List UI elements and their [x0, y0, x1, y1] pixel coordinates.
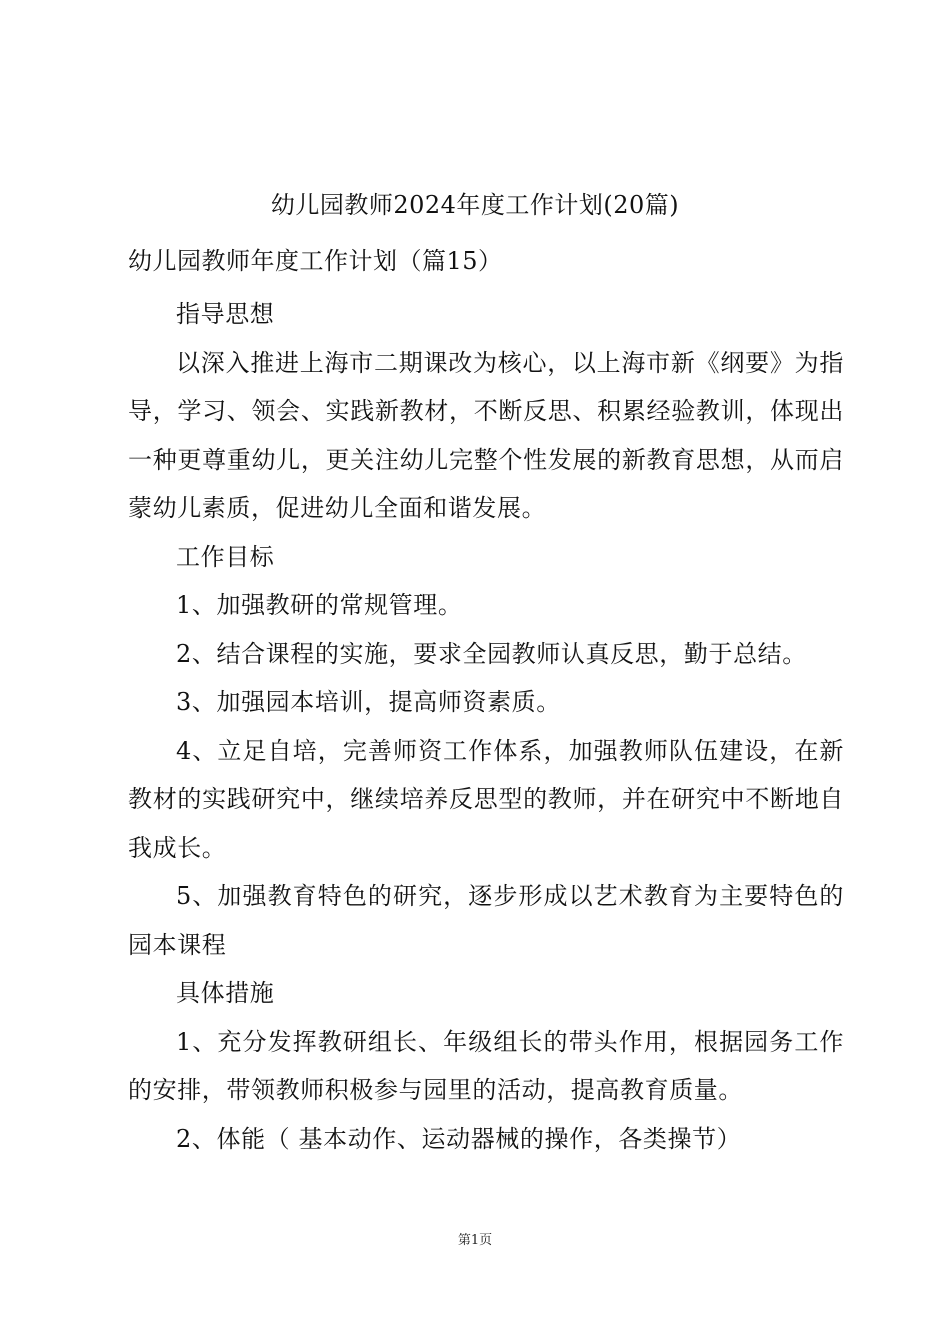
measure-item-1: 1、充分发挥教研组长、年级组长的带头作用，根据园务工作的安排，带领教师积极参与园里的活动，提高教育质量。	[128, 1027, 844, 1104]
document-subtitle: 幼儿园教师年度工作计划（篇15）	[128, 247, 503, 275]
document-title: 幼儿园教师2024年度工作计划(20篇)	[270, 191, 680, 219]
goal-item-3: 3、加强园本培训，提高师资素质。	[176, 688, 561, 716]
goal-item-2: 2、结合课程的实施，要求全园教师认真反思，勤于总结。	[176, 639, 807, 668]
goal-item-4: 4、立足自培，完善师资工作体系，加强教师队伍建设，在新教材的实践研究中，继续培养反思型的教师，并在研究中不断地自我成长。	[128, 736, 844, 862]
goal-item-1: 1、加强教研的常规管理。	[176, 591, 463, 619]
heading-specific-measures: 具体措施	[176, 979, 275, 1007]
goal-item-5: 5、加强教育特色的研究，逐步形成以艺术教育为主要特色的园本课程	[128, 882, 844, 959]
page-number: 第1页	[457, 1233, 493, 1248]
heading-guiding-ideology: 指导思想	[176, 300, 275, 328]
paragraph-guiding-ideology: 以深入推进上海市二期课改为核心，以上海市新《纲要》为指导，学习、领会、实践新教材，不断反思、积累经验教训，体现出一种更尊重幼儿，更关注幼儿完整个性发展的新教育思想，从而启蒙幼儿素质，促进幼儿全面和谐发展。	[128, 348, 844, 522]
measure-item-2: 2、体能（ 基本动作、运动器械的操作，各类操节）	[176, 1124, 742, 1153]
document-body	[128, 290, 844, 1163]
heading-work-goals: 工作目标	[176, 542, 275, 571]
